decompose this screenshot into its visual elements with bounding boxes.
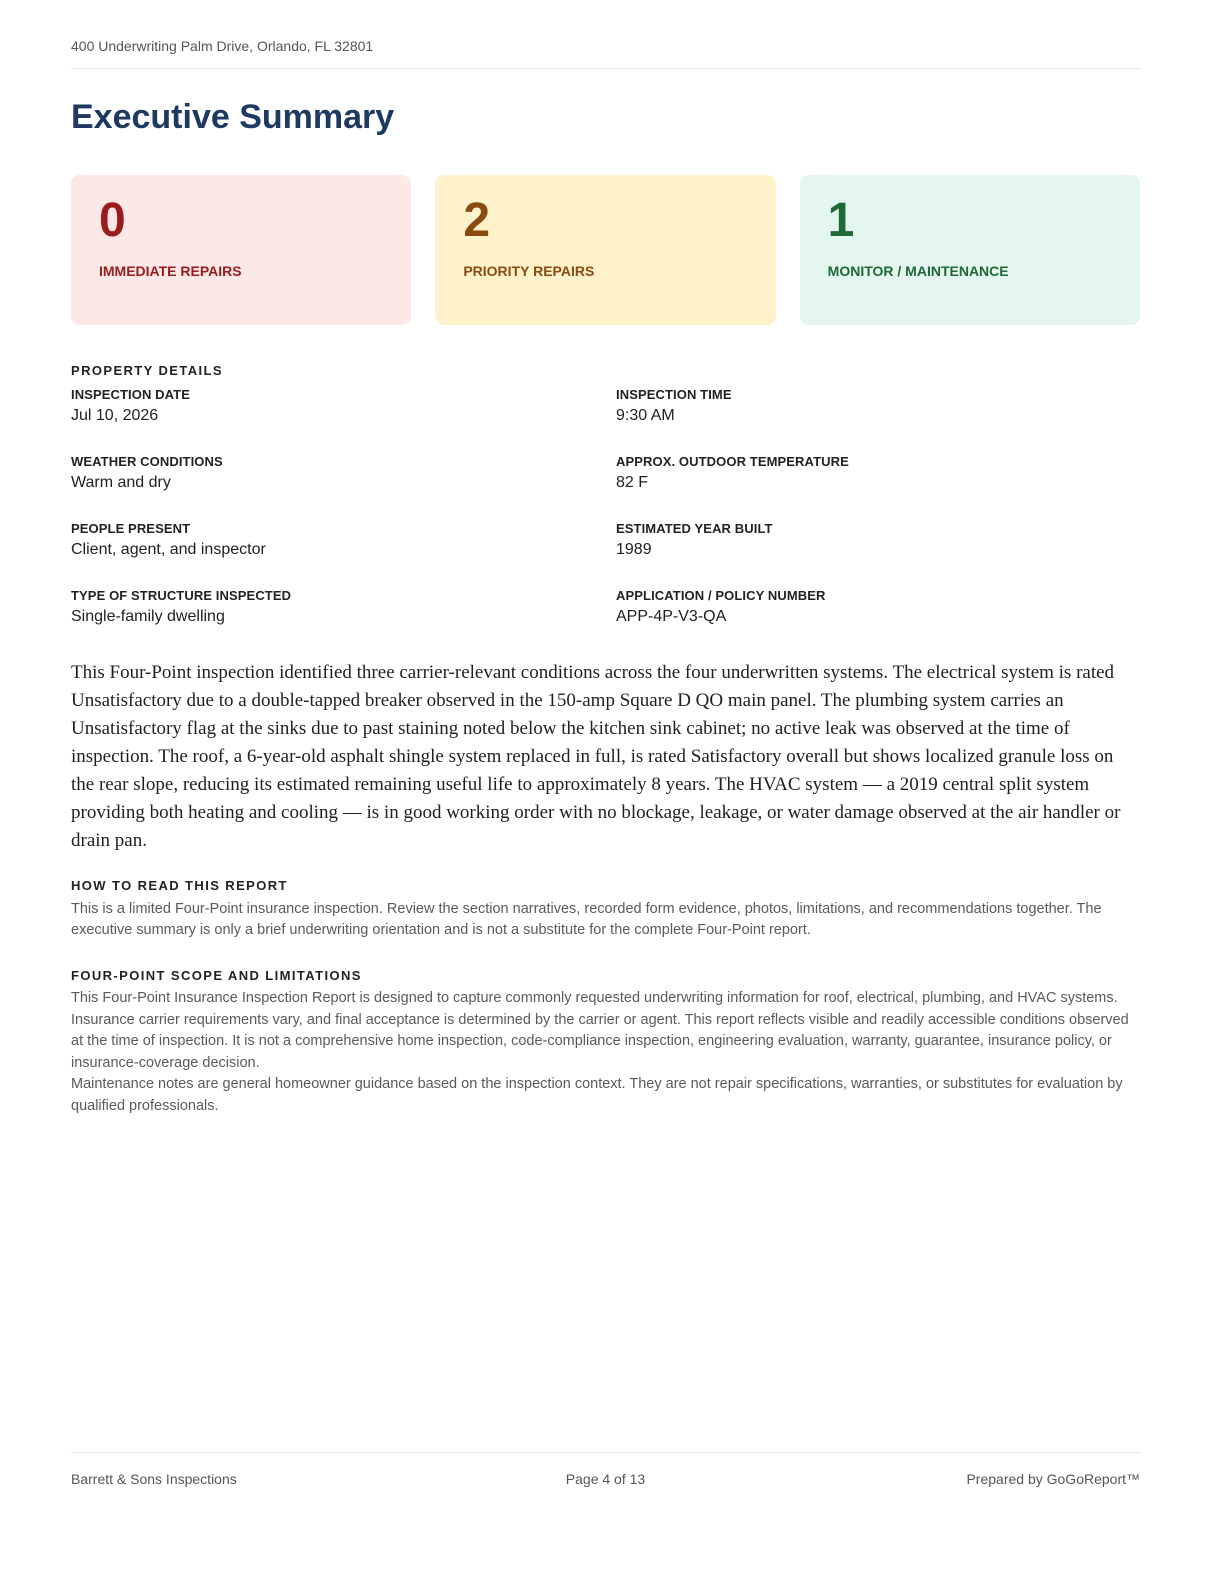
detail-label: APPLICATION / POLICY NUMBER xyxy=(616,588,826,603)
page-title: Executive Summary xyxy=(71,98,395,136)
immediate-repairs-count: 0 xyxy=(99,194,126,247)
scope-paragraph-2: Maintenance notes are general homeowner guidance based on the inspection context. They are not repair specifications, warranties, or substitutes for evaluation by qualified professionals. xyxy=(71,1076,1123,1114)
detail-label: PEOPLE PRESENT xyxy=(71,521,191,536)
monitor-maintenance-card xyxy=(800,175,1140,325)
scope-paragraph-1: This Four-Point Insurance Inspection Report is designed to capture commonly requested underwriting information for roof, electrical, plumbing, and HVAC systems. Insurance carrier requirements vary, and final acceptance is determined by the carrier or agent. This report reflects visible and readily accessible conditions observed at the time of inspection. It is not a comprehensive home inspection, code-compliance inspection, engineering evaluation, warranty, guarantee, insurance policy, or insurance-coverage decision. xyxy=(71,990,1129,1071)
detail-value: 1989 xyxy=(616,541,652,558)
detail-label: APPROX. OUTDOOR TEMPERATURE xyxy=(616,454,849,469)
immediate-repairs-label: IMMEDIATE REPAIRS xyxy=(99,263,242,279)
how-to-read-text: This is a limited Four-Point insurance inspection. Review the section narratives, recorded form evidence, photos, limitations, and recommendations together. The executive summary is only a brief underwriting orientation and is not a substitute for the complete Four-Point report. xyxy=(71,901,1102,938)
immediate-repairs-card xyxy=(71,175,411,325)
scope-heading: FOUR-POINT SCOPE AND LIMITATIONS xyxy=(71,968,362,983)
footer-page-number: Page 4 of 13 xyxy=(565,1471,646,1487)
property-details-heading: PROPERTY DETAILS xyxy=(71,363,223,378)
detail-label: WEATHER CONDITIONS xyxy=(71,454,223,469)
detail-policy-number xyxy=(616,588,1140,655)
footer-company: Barrett & Sons Inspections xyxy=(71,1471,237,1487)
how-to-read-heading: HOW TO READ THIS REPORT xyxy=(71,878,288,893)
detail-inspection-date xyxy=(71,387,616,454)
report-page xyxy=(71,0,1140,1584)
detail-weather-conditions xyxy=(71,454,616,521)
detail-value: 82 F xyxy=(616,474,649,491)
detail-year-built xyxy=(616,521,1140,588)
detail-value: APP-4P-V3-QA xyxy=(616,608,727,625)
detail-outdoor-temperature xyxy=(616,454,1140,521)
priority-repairs-label: PRIORITY REPAIRS xyxy=(463,263,595,279)
scope-text xyxy=(71,988,1140,1117)
monitor-maintenance-label: MONITOR / MAINTENANCE xyxy=(827,263,1009,279)
header-address: 400 Underwriting Palm Drive, Orlando, FL 32801 xyxy=(71,38,374,54)
detail-value: Client, agent, and inspector xyxy=(71,541,266,558)
monitor-maintenance-count: 1 xyxy=(827,194,855,247)
detail-value: 9:30 AM xyxy=(616,407,675,424)
priority-repairs-count: 2 xyxy=(463,194,491,247)
detail-value: Jul 10, 2026 xyxy=(71,407,159,424)
header-divider xyxy=(71,68,1140,69)
detail-label: ESTIMATED YEAR BUILT xyxy=(616,521,773,536)
priority-repairs-card xyxy=(435,175,775,325)
detail-value: Warm and dry xyxy=(71,474,171,491)
footer-prepared-by: Prepared by GoGoReport™ xyxy=(966,1471,1140,1487)
detail-inspection-time xyxy=(616,387,1140,454)
detail-value: Single-family dwelling xyxy=(71,608,225,625)
summary-paragraph: This Four-Point inspection identified three carrier-relevant conditions across the four underwritten systems. The electrical system is rated Unsatisfactory due to a double-tapped breaker observed in the 150-amp Square D QO main panel. The plumbing system carries an Unsatisfactory flag at the sinks due to past staining noted below the kitchen sink cabinet; no active leak was observed at the time of inspection. The roof, a 6-year-old asphalt shingle system replaced in full, is rated Satisfactory overall but shows localized granule loss on the rear slope, reducing its estimated remaining useful life to approximately 8 years. The HVAC system — a 2019 central split system providing both heating and cooling — is in good working order with no blockage, leakage, or water damage observed at the air handler or drain pan. xyxy=(71,662,1121,851)
detail-label: INSPECTION TIME xyxy=(616,387,732,402)
property-details-grid xyxy=(71,387,1140,655)
detail-structure-type xyxy=(71,588,616,655)
footer-divider xyxy=(71,1452,1140,1453)
detail-people-present xyxy=(71,521,616,588)
detail-label: TYPE OF STRUCTURE INSPECTED xyxy=(71,588,292,603)
summary-cards xyxy=(71,175,1140,325)
detail-label: INSPECTION DATE xyxy=(71,387,190,402)
